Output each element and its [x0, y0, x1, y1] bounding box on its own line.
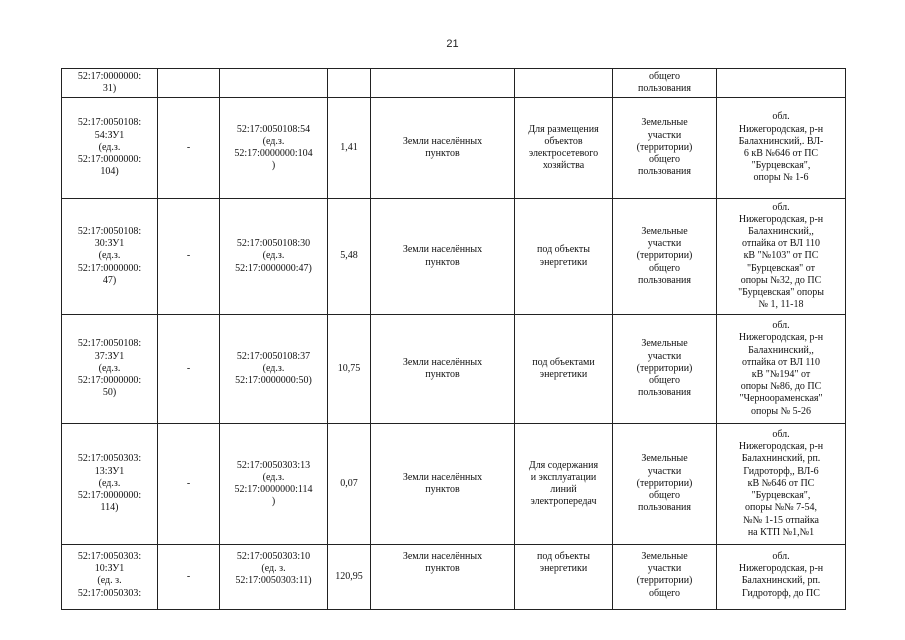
land-plots-table — [61, 68, 846, 610]
dash-cell: - — [158, 98, 220, 199]
location-cell: обл. Нижегородская, р-н Балахнинский,, отпайка от ВЛ 110 кВ "№103" от ПС "Бурцевская" от опоры №32, до ПС "Бурцевская" опоры № 1, 11-18 — [717, 199, 846, 315]
page-number: 21 — [446, 38, 459, 50]
area-cell: 1,41 — [328, 98, 371, 199]
dash-cell: - — [158, 199, 220, 315]
land-category-cell: Земли населённых пунктов — [371, 98, 515, 199]
dash-cell: - — [158, 315, 220, 424]
area-cell — [328, 69, 371, 98]
permitted-use-cell: под объекты энергетики — [515, 199, 613, 315]
cadastral-number-cell: 52:17:0050303: 13:ЗУ1 (ед.з. 52:17:0000000: 114) — [62, 424, 158, 545]
parent-plot-cell: 52:17:0050108:37 (ед.з. 52:17:0000000:50) — [220, 315, 328, 424]
territory-type-cell: Земельные участки (территории) общего пользования — [613, 315, 717, 424]
permitted-use-cell: Для содержания и эксплуатации линий электропередач — [515, 424, 613, 545]
table-row — [62, 69, 846, 98]
permitted-use-cell: под объектами энергетики — [515, 315, 613, 424]
land-category-cell: Земли населённых пунктов — [371, 199, 515, 315]
land-category-cell: Земли населённых пунктов — [371, 424, 515, 545]
territory-type-cell: Земельные участки (территории) общего пользования — [613, 199, 717, 315]
territory-type-cell: общего пользования — [613, 69, 717, 98]
land-category-cell: Земли населённых пунктов — [371, 545, 515, 610]
location-cell: обл. Нижегородская, р-н Балахнинский,, отпайка от ВЛ 110 кВ "№194" от опоры №86, до ПС "Черноораменская" опоры № 5-26 — [717, 315, 846, 424]
land-category-cell — [371, 69, 515, 98]
dash-cell: - — [158, 424, 220, 545]
cadastral-number-cell: 52:17:0000000: 31) — [62, 69, 158, 98]
area-cell: 120,95 — [328, 545, 371, 610]
territory-type-cell: Земельные участки (территории) общего — [613, 545, 717, 610]
table-row — [62, 424, 846, 545]
cadastral-number-cell: 52:17:0050108: 54:ЗУ1 (ед.з. 52:17:0000000: 104) — [62, 98, 158, 199]
location-cell: обл. Нижегородская, р-н Балахнинский, рп. Гидроторф,, ВЛ-6 кВ №646 от ПС "Бурцевская", опоры №№ 7-54, №№ 1-15 отпайка на КТП №1,№1 — [717, 424, 846, 545]
table-row — [62, 199, 846, 315]
dash-cell — [158, 69, 220, 98]
permitted-use-cell: Для размещения объектов электросетевого хозяйства — [515, 98, 613, 199]
table-row — [62, 315, 846, 424]
cadastral-number-cell: 52:17:0050108: 37:ЗУ1 (ед.з. 52:17:0000000: 50) — [62, 315, 158, 424]
location-cell: обл. Нижегородская, р-н Балахнинский,. ВЛ- 6 кВ №646 от ПС "Бурцевская", опоры № 1-6 — [717, 98, 846, 199]
dash-cell: - — [158, 545, 220, 610]
parent-plot-cell: 52:17:0050108:30 (ед.з. 52:17:0000000:47) — [220, 199, 328, 315]
area-cell: 0,07 — [328, 424, 371, 545]
parent-plot-cell — [220, 69, 328, 98]
table-row — [62, 98, 846, 199]
land-category-cell: Земли населённых пунктов — [371, 315, 515, 424]
table-row — [62, 545, 846, 610]
location-cell: обл. Нижегородская, р-н Балахнинский, рп. Гидроторф, до ПС — [717, 545, 846, 610]
location-cell — [717, 69, 846, 98]
permitted-use-cell — [515, 69, 613, 98]
cadastral-number-cell: 52:17:0050303: 10:ЗУ1 (ед. з. 52:17:0050303: — [62, 545, 158, 610]
territory-type-cell: Земельные участки (территории) общего пользования — [613, 98, 717, 199]
parent-plot-cell: 52:17:0050303:10 (ед. з. 52:17:0050303:11) — [220, 545, 328, 610]
territory-type-cell: Земельные участки (территории) общего пользования — [613, 424, 717, 545]
parent-plot-cell: 52:17:0050303:13 (ед.з. 52:17:0000000:114 ) — [220, 424, 328, 545]
area-cell: 5,48 — [328, 199, 371, 315]
area-cell: 10,75 — [328, 315, 371, 424]
parent-plot-cell: 52:17:0050108:54 (ед.з. 52:17:0000000:104 ) — [220, 98, 328, 199]
cadastral-number-cell: 52:17:0050108: 30:ЗУ1 (ед.з. 52:17:0000000: 47) — [62, 199, 158, 315]
permitted-use-cell: под объекты энергетики — [515, 545, 613, 610]
